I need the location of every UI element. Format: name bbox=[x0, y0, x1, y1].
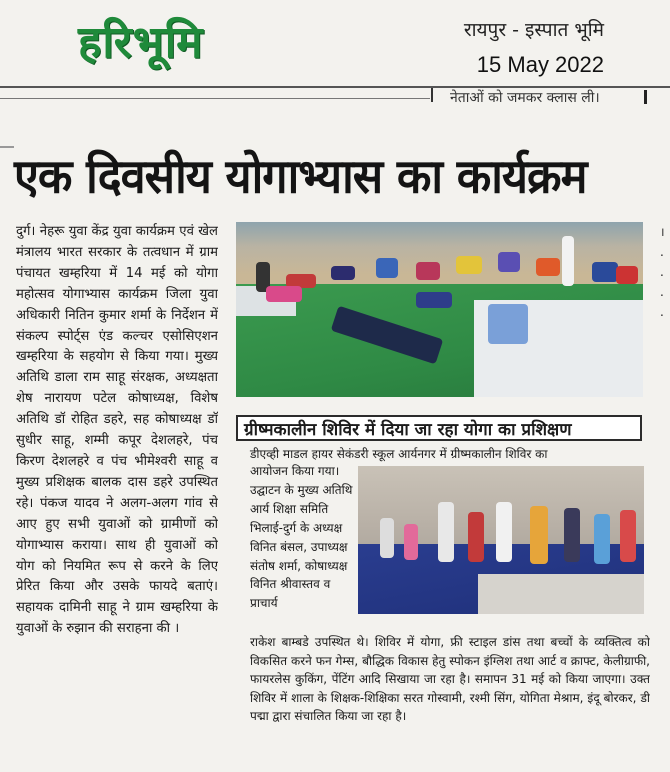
participant-figure bbox=[594, 514, 610, 564]
second-story-intro: डीएव्ही माडल हायर सेकंडरी स्कूल आर्यनगर में ग्रीष्मकालीन शिविर का bbox=[250, 447, 548, 461]
second-story-subheading: ग्रीष्मकालीन शिविर में दिया जा रहा योगा का प्रशिक्षण bbox=[236, 415, 642, 441]
teaser-end-bar bbox=[644, 90, 647, 104]
newspaper-logo: हरिभूमि bbox=[78, 17, 204, 68]
participant-figure bbox=[468, 512, 484, 562]
participant-figure bbox=[620, 510, 636, 562]
participant-figure bbox=[266, 286, 302, 302]
yoga-indoor-photo bbox=[358, 466, 644, 614]
participant-figure bbox=[376, 258, 398, 278]
left-margin-rule bbox=[0, 146, 14, 148]
participant-figure bbox=[438, 502, 454, 562]
floor-area bbox=[478, 574, 644, 614]
adjacent-column-edge: । . . . . bbox=[660, 225, 665, 319]
participant-figure bbox=[592, 262, 618, 282]
second-story-body: राकेश बाम्बडे उपस्थित थे। शिविर में योगा, फ्री स्टाइल डांस तथा बच्चों के व्यक्तित्व को विकसित करने फन गेम्स, बौद्धिक विकास हेतु स्पोकन इंग्लिश तथा आर्ट व क्राफ्ट, केलीग्राफी, फायरलेस कुकिंग, पेंटिंग आदि सिखाया जा रहा है। समापन 31 मई को किया जाएगा। उक्त शिविर में शाला के शिक्षक-शिक्षिका सरत गोस्वामी, रश्मी सिंग, योगिता मेश्राम, इंदू बोरकर, डी पद्मा द्वारा संचालित किया जा रहा है। bbox=[250, 635, 650, 724]
yoga-outdoor-photo bbox=[236, 222, 643, 397]
teaser-rule bbox=[0, 98, 430, 99]
participant-figure bbox=[380, 518, 394, 558]
participant-figure bbox=[331, 266, 355, 280]
publication-date: 15 May 2022 bbox=[476, 52, 604, 77]
article-headline: एक दिवसीय योगाभ्यास का कार्यक्रम bbox=[14, 148, 587, 205]
participant-figure bbox=[536, 258, 560, 276]
participant-figure bbox=[616, 266, 638, 284]
participant-figure bbox=[564, 508, 580, 562]
participant-figure bbox=[530, 506, 548, 564]
participant-figure bbox=[498, 252, 520, 272]
next-headline-cropped bbox=[0, 752, 670, 772]
participant-figure bbox=[416, 262, 440, 280]
participant-figure bbox=[404, 524, 418, 560]
teaser-separator bbox=[431, 88, 433, 102]
participant-figure bbox=[416, 292, 452, 308]
participant-figure bbox=[456, 256, 482, 274]
participant-figure bbox=[496, 502, 512, 562]
teaser-text: नेताओं को जमकर क्लास ली। bbox=[450, 90, 600, 106]
second-story-side-text: आयोजन किया गया। उद्घाटन के मुख्य अतिथि आर्य शिक्षा समिति भिलाई-दुर्ग के अध्यक्ष विनित बंसल, उपाध्यक्ष संतोष शर्मा, कोषाध्यक्ष विनित श्रीवास्तव व प्राचार्य bbox=[250, 464, 353, 611]
article-body: दुर्ग। नेहरू युवा केंद्र युवा कार्यक्रम एवं खेल मंत्रालय भारत सरकार के तत्वधान में ग्राम पंचायत खम्हरिया में 14 मई को योगा महोत्सव योगाभ्यास कार्यक्रम जिला युवा अधिकारी नितिन कुमार शर्मा के निर्देशन में संकल्प स्पोर्ट्स एंड कल्चर एसोसिएशन खम्हरिया के सहयोग से किया गया। मुख्य अतिथि डाला राम साहू संरक्षक, अध्यक्षता शेष नारायण पटेल कोषाध्यक्ष, विशेष अतिथि डॉ रोहित डहरे, सह कोषाध्यक्ष डॉ सुधीर साहू, शम्मी कपूर देशलहरे, पंच किरण देशलहरे व पंच भीमेश्वरी साहू व मुख्य प्रशिक्षक बालक दास डहरे उपस्थित रहे। पंकज यादव ने अलग-अलग गांव से आए हुए सभी युवाओं को ग्रामीणों को योगाभ्यास कराया। साथ ही युवाओं को योग को नियमित रूप से करने के लिए प्रेरित किया और उसके फायदे बताएं। सहायक दामिनी साहू ने ग्राम खम्हरिया के युवाओं के रुझान की सराहना की । bbox=[16, 224, 218, 637]
participant-figure bbox=[488, 304, 528, 344]
trainer-figure bbox=[562, 236, 574, 286]
edition-name: रायपुर - इस्पात भूमि bbox=[463, 19, 604, 41]
